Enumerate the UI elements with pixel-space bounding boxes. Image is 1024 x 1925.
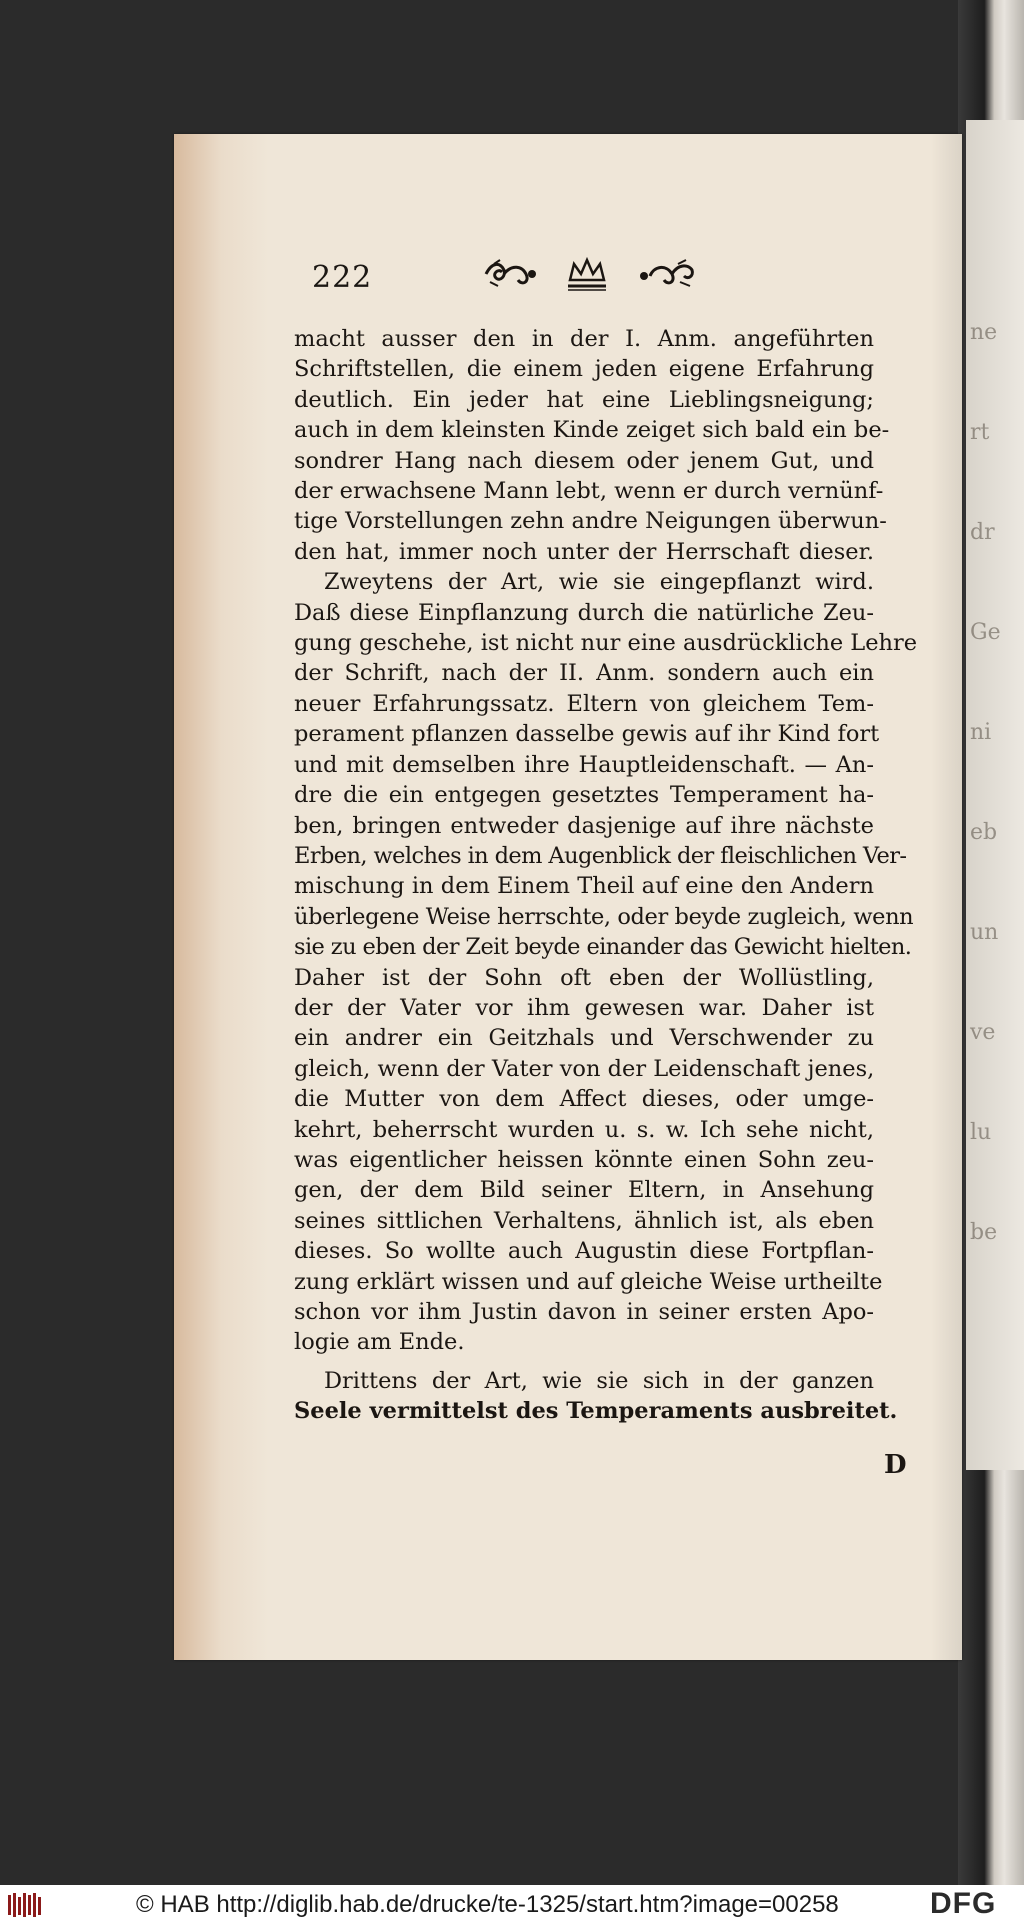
paragraph-3 [294,1366,898,1427]
text-line: der erwachsene Mann lebt, wenn er durch vernünf- [294,478,884,505]
text-line: mischung in dem Einem Theil auf eine den Andern [294,873,874,900]
page-number: 222 [312,260,373,295]
text-line: was eigentlicher heissen könnte einen Sohn zeu- [294,1146,874,1173]
text-line: tige Vorstellungen zehn andre Neigungen überwun- [294,508,887,535]
dfg-logo: DFG [930,1887,997,1920]
text-line: ein andrer ein Geitzhals und Verschwender zu [294,1025,874,1052]
text-line: überlegene Weise herrschte, oder beyde zugleich, wenn [294,903,914,930]
next-page-edge: ne rt dr Ge ni eb un ve lu be [966,120,1024,1470]
text-line: perament pflanzen dasselbe gewis auf ihr Kind fort [294,721,880,748]
text-line: dre die ein entgegen gesetztes Temperament ha- [294,782,874,809]
text-line: gleich, wenn der Vater von der Leidenschaft jenes, [294,1055,875,1082]
text-line: Seele vermittelst des Temperaments ausbreitet. [294,1398,898,1425]
text-line: auch in dem kleinsten Kinde zeiget sich bald ein be- [294,417,890,444]
text-line: den hat, immer noch unter der Herrschaft dieser. [294,538,874,565]
page-header [312,256,772,296]
catchword: D [884,1450,907,1480]
crown-icon [564,256,610,292]
footer-copyright-link[interactable]: © HAB http://diglib.hab.de/drucke/te-1325/start.htm?image=00258 [136,1891,839,1918]
text-line: sie zu eben der Zeit beyde einander das Gewicht hielten. [294,934,912,961]
text-line: der Schrift, nach der II. Anm. sondern auch ein [294,660,874,687]
text-line: macht ausser den in der I. Anm. angeführten [294,326,874,352]
text-line: neuer Erfahrungssatz. Eltern von gleichem Tem- [294,690,874,717]
text-line: Erben, welches in dem Augenblick der fleischlichen Ver- [294,842,907,869]
text-line: kehrt, beherrscht wurden u. s. w. Ich sehe nicht, [294,1116,874,1143]
paragraph-2 [294,567,918,1358]
right-flourish-icon [638,256,698,292]
footer-bar [0,1885,1024,1925]
text-line: dieses. So wollte auch Augustin diese Fortpflan- [294,1238,874,1265]
text-line: gung geschehe, ist nicht nur eine ausdrückliche Lehre [294,630,918,657]
text-line: die Mutter von dem Affect dieses, oder umge- [294,1086,874,1113]
text-line: und mit demselben ihre Hauptleidenschaft. — An- [294,751,874,778]
text-line: sondrer Hang nach diesem oder jenem Gut, und [294,447,874,474]
left-flourish-icon [482,256,538,292]
text-line: der der Vater vor ihm gewesen war. Daher ist [294,994,874,1021]
text-line: zung erklärt wissen und auf gleiche Weise urtheilte [294,1268,883,1295]
text-line: Zweytens der Art, wie sie eingepflanzt wird. [324,569,874,596]
text-line: logie am Ende. [294,1329,465,1356]
page-text [294,324,918,1427]
text-line: ben, bringen entweder dasjenige auf ihre nächste [294,812,874,839]
text-line: Daher ist der Sohn oft eben der Wollüstling, [294,964,874,991]
text-line: deutlich. Ein jeder hat eine Lieblingsneigung; [294,386,874,413]
text-line: Daß diese Einpflanzung durch die natürliche Zeu- [294,599,874,626]
text-line: seines sittlichen Verhaltens, ähnlich ist, als eben [294,1207,874,1234]
hab-logo-icon [6,1891,46,1919]
book-page [174,134,962,1660]
paragraph-1 [294,324,890,567]
text-line: gen, der dem Bild seiner Eltern, in Ansehung [294,1177,874,1204]
text-line: Schriftstellen, die einem jeden eigene Erfahrung [294,356,874,383]
text-line: schon vor ihm Justin davon in seiner ersten Apo- [294,1299,874,1325]
text-line: Drittens der Art, wie sie sich in der ganzen [324,1367,874,1394]
